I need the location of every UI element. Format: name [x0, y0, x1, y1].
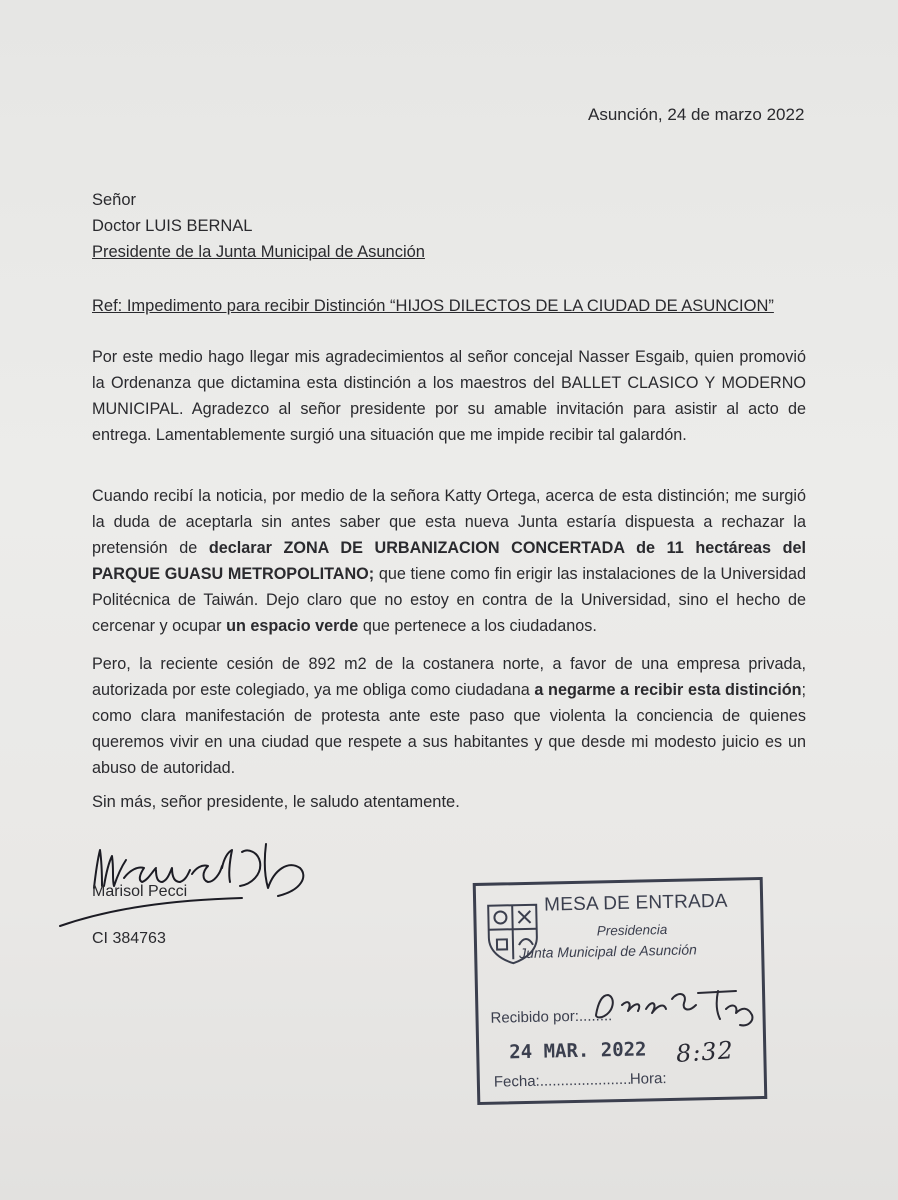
paragraph-3-text-b: ; como clara manifestación de protesta ante este paso que violenta la conciencia de quienes queremos vivir en una ciudad que respete a sus habitantes y que desde mi modesto juicio es un abuso de autoridad.: [92, 681, 806, 777]
stamp-date: 24 MAR. 2022: [509, 1038, 647, 1064]
paragraph-2-text-b: que tiene como fin erigir las instalaciones de la Universidad Politécnica de Taiwán. Dejo claro que no estoy en contra de la Universidad, sino el hecho de cercenar y ocupar: [92, 565, 806, 635]
recipient-salutation: Señor: [92, 191, 137, 209]
paragraph-1: Por este medio hago llegar mis agradecimientos al señor concejal Nasser Esgaib, quien promovió la Ordenanza que dictamina esta distinción a los maestros del BALLET CLASICO Y MODERNO MUNICIPAL. Agradezco al señor presidente por su amable invitación para asistir al acto de entrega. Lamentablemente surgió una situación que me impide recibir tal galardón.: [92, 348, 806, 444]
paragraph-2-bold-a: declarar ZONA DE URBANIZACION CONCERTADA de 11 hectáreas del PARQUE GUASU METROPOLITANO;: [92, 539, 806, 583]
recipient-name: Doctor LUIS BERNAL: [92, 217, 253, 235]
paragraph-3: [92, 651, 806, 781]
paragraph-3-text-a: Pero, la reciente cesión de 892 m2 de la costanera norte, a favor de una empresa privada, autorizada por este colegiado, ya me obliga como ciudadana: [92, 655, 806, 699]
handwritten-signature: [52, 830, 322, 930]
reference-line: Ref: Impedimento para recibir Distinción “HIJOS DILECTOS DE LA CIUDAD DE ASUNCION”: [92, 297, 774, 315]
recipient-title: Presidente de la Junta Municipal de Asunción: [92, 243, 425, 261]
stamp-time-field: [630, 1070, 667, 1088]
letter-date: Asunción, 24 de marzo 2022: [588, 105, 805, 124]
recipient-block: [92, 187, 425, 265]
stamp-date-dots: ......................: [539, 1070, 632, 1090]
stamp-office: Junta Municipal de Asunción: [519, 941, 698, 962]
paragraph-2-bold-b: un espacio verde: [226, 617, 359, 635]
stamp-received-dots: ........: [578, 1007, 613, 1025]
paragraph-2: [92, 483, 806, 639]
stamp-date-label: Fecha:: [493, 1072, 540, 1091]
handwritten-time: 8:32: [675, 1036, 735, 1068]
signer-id: CI 384763: [92, 930, 166, 947]
paragraph-2-text-a: Cuando recibí la noticia, por medio de la señora Katty Ortega, acerca de esta distinción; me surgió la duda de aceptarla sin antes saber que esta nueva Junta estaría dispuesta a rechazar la pretensión de: [92, 487, 806, 557]
stamp-subtitle: Presidencia: [596, 921, 668, 939]
stamp-time-label: Hora:: [629, 1070, 667, 1088]
stamp-received-label: Recibido por:: [490, 1007, 580, 1027]
stamp-title: MESA DE ENTRADA: [543, 890, 728, 916]
paragraph-2-text-c: que pertenece a los ciudadanos.: [358, 617, 597, 635]
signer-name: Marisol Pecci: [92, 883, 188, 900]
closing-line: Sin más, señor presidente, le saludo atentamente.: [92, 793, 460, 811]
receiver-signature: [588, 985, 768, 1030]
paragraph-3-bold-a: a negarme a recibir esta distinción: [534, 681, 802, 699]
stamp-date-field: [494, 1071, 632, 1091]
